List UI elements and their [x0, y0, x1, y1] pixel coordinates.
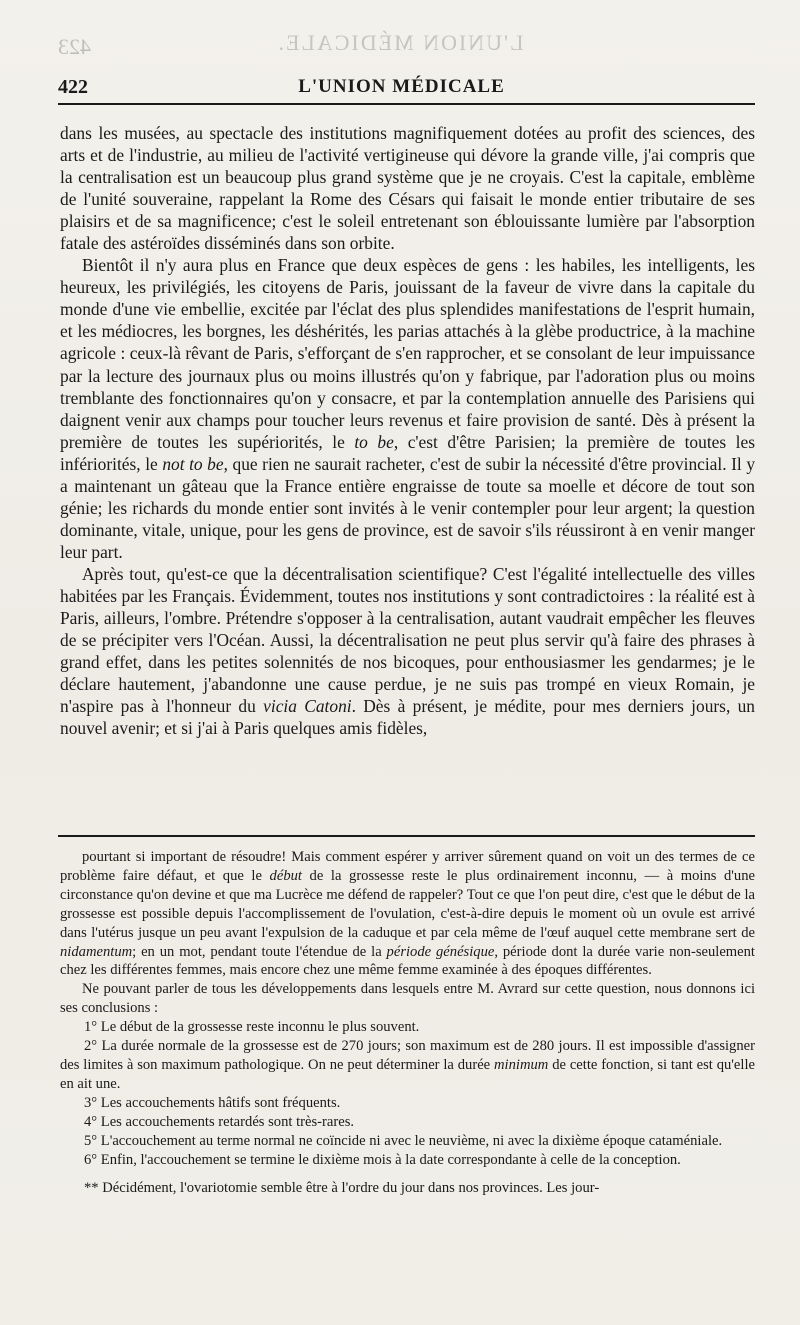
conclusion-item: 5° L'accouchement au terme normal ne coïncide ni avec le neuvième, ni avec la dixième époque cataméniale. [84, 1132, 723, 1149]
paragraph: dans les musées, au spectacle des institutions magnifiquement dotées au profit des sciences, des arts et de l'industrie, au milieu de l'activité vertigineuse qui dévore la grande ville, j'ai compris que la centralisation est un beaucoup plus grand système que je ne croyais. C'est la capitale, emblème de l'unité souveraine, rappelant la Rome des Césars qui faisait le monde entier tributaire de ses plaisirs et de sa magnificence; c'est le soleil entretenant son éblouissante lumière par l'absorption fatale des astéroïdes disséminés dans son orbite. [60, 123, 755, 254]
conclusion-item: 6° Enfin, l'accouchement se termine le dixième mois à la date correspondante à celle de la conception. [84, 1151, 681, 1168]
paragraph: pourtant si important de résoudre! Mais comment espérer y arriver sûrement quand on voit un des termes de ce problème faire défaut, et que le début de la grossesse reste le plus ordinairement inconnu, — à moins d'une circonstance qu'on devine et que ma Lucrèce me défend de rappeler? Tout ce que l'on peut dire, c'est que le début de la grossesse est possible depuis l'accomplissement de l'ovulation, c'est-à-dire depuis le moment où un ovule est arrivé dans l'utérus jusque un peu avant l'expulsion de la caduque et par cela même de l'œuf auquel cette membrane sert de nidamentum; en un mot, pendant toute l'étendue de la période génésique, période dont la durée varie non-seulement chez les différentes femmes, mais encore chez une même femme examinée à des époques différentes. [60, 849, 755, 979]
bleed-through-page-number: 423 [58, 34, 91, 59]
upper-text-column [60, 122, 755, 739]
bleed-through-title: L'UNION MÉDICALE. [276, 30, 524, 55]
conclusion-item: 4° Les accouchements retardés sont très-rares. [84, 1113, 355, 1130]
header-rule [58, 103, 755, 105]
paragraph: Après tout, qu'est-ce que la décentralisation scientifique? C'est l'égalité intellectuelle des villes habitées par les Français. Évidemment, toutes nos institutions y sont contradictoires : la réalité est à Paris, ailleurs, l'ombre. Prétendre s'opposer à la centralisation, autant vaudrait empêcher les fleuves de se précipiter vers l'Océan. Aussi, la décentralisation ne peut plus servir qu'à faire des phrases à grand effet, dans les petites solennités de nos bicoques, pour enthousiasmer les gendarmes; je le déclare hautement, j'abandonne une cause perdue, je ne suis pas trompé en vieux Romain, je n'aspire pas à l'honneur du vicia Catoni. Dès à présent, je médite, pour mes derniers jours, un nouvel avenir; et si j'ai à Paris quelques amis fidèles, [60, 563, 755, 739]
running-header [58, 76, 745, 100]
conclusion-item: 3° Les accouchements hâtifs sont fréquents. [84, 1094, 341, 1111]
conclusion-item: 1° Le début de la grossesse reste inconnu le plus souvent. [84, 1019, 420, 1036]
asterism: ** [84, 1180, 99, 1197]
paragraph: Bientôt il n'y aura plus en France que deux espèces de gens : les habiles, les intelligents, les heureux, les privilégiés, les citoyens de Paris, jouissant de la faveur de vivre dans la capitale du monde d'une vie embellie, excitée par l'éclat des plus splendides manifestations de l'esprit humain, et les médiocres, les borgnes, les déshérités, les parias attachés à la glèbe productrice, à la machine agricole : ceux-là rêvant de Paris, s'efforçant de s'en rapprocher, et se consolant de leur impuissance par la lecture des journaux plus ou moins illustrés qu'on y fabrique, par l'adoration plus ou moins tremblante des fonctionnaires qu'on y consacre, et par la contemplation annuelle des Parisiens qui daignent venir aux champs pour toucher leurs revenus et faire provision de santé. Dès à présent la première de toutes les supériorités, le to be, c'est d'être Parisien; la première de toutes les infériorités, le not to be, que rien ne saurait racheter, c'est de subir la nécessité d'être provincial. Il y a maintenant un gâteau que la France entière engraisse de toute sa moelle et décore de tout son génie; les richards du monde entier sont invités à le venir contempler pour leur argent; la question dominante, vitale, unique, pour les gens de province, est de savoir s'ils réussiront à en venir manger leur part. [60, 255, 756, 562]
section-rule [58, 835, 755, 837]
paragraph: Ne pouvant parler de tous les développements dans lesquels entre M. Avrard sur cette question, nous donnons ici ses conclusions : [60, 981, 755, 1017]
paragraph: ** Décidément, l'ovariotomie semble être à l'ordre du jour dans nos provinces. Les jour- [84, 1180, 600, 1197]
conclusion-item: 2° La durée normale de la grossesse est de 270 jours; son maximum est de 280 jours. Il est impossible d'assigner des limites à son maximum pathologique. On ne peut déterminer la durée minimum de cette fonction, si tant est qu'elle en ait une. [60, 1038, 755, 1092]
page-number: 422 [58, 76, 88, 98]
journal-title: L'UNION MÉDICALE [298, 76, 505, 97]
lower-text-column [60, 848, 755, 1198]
